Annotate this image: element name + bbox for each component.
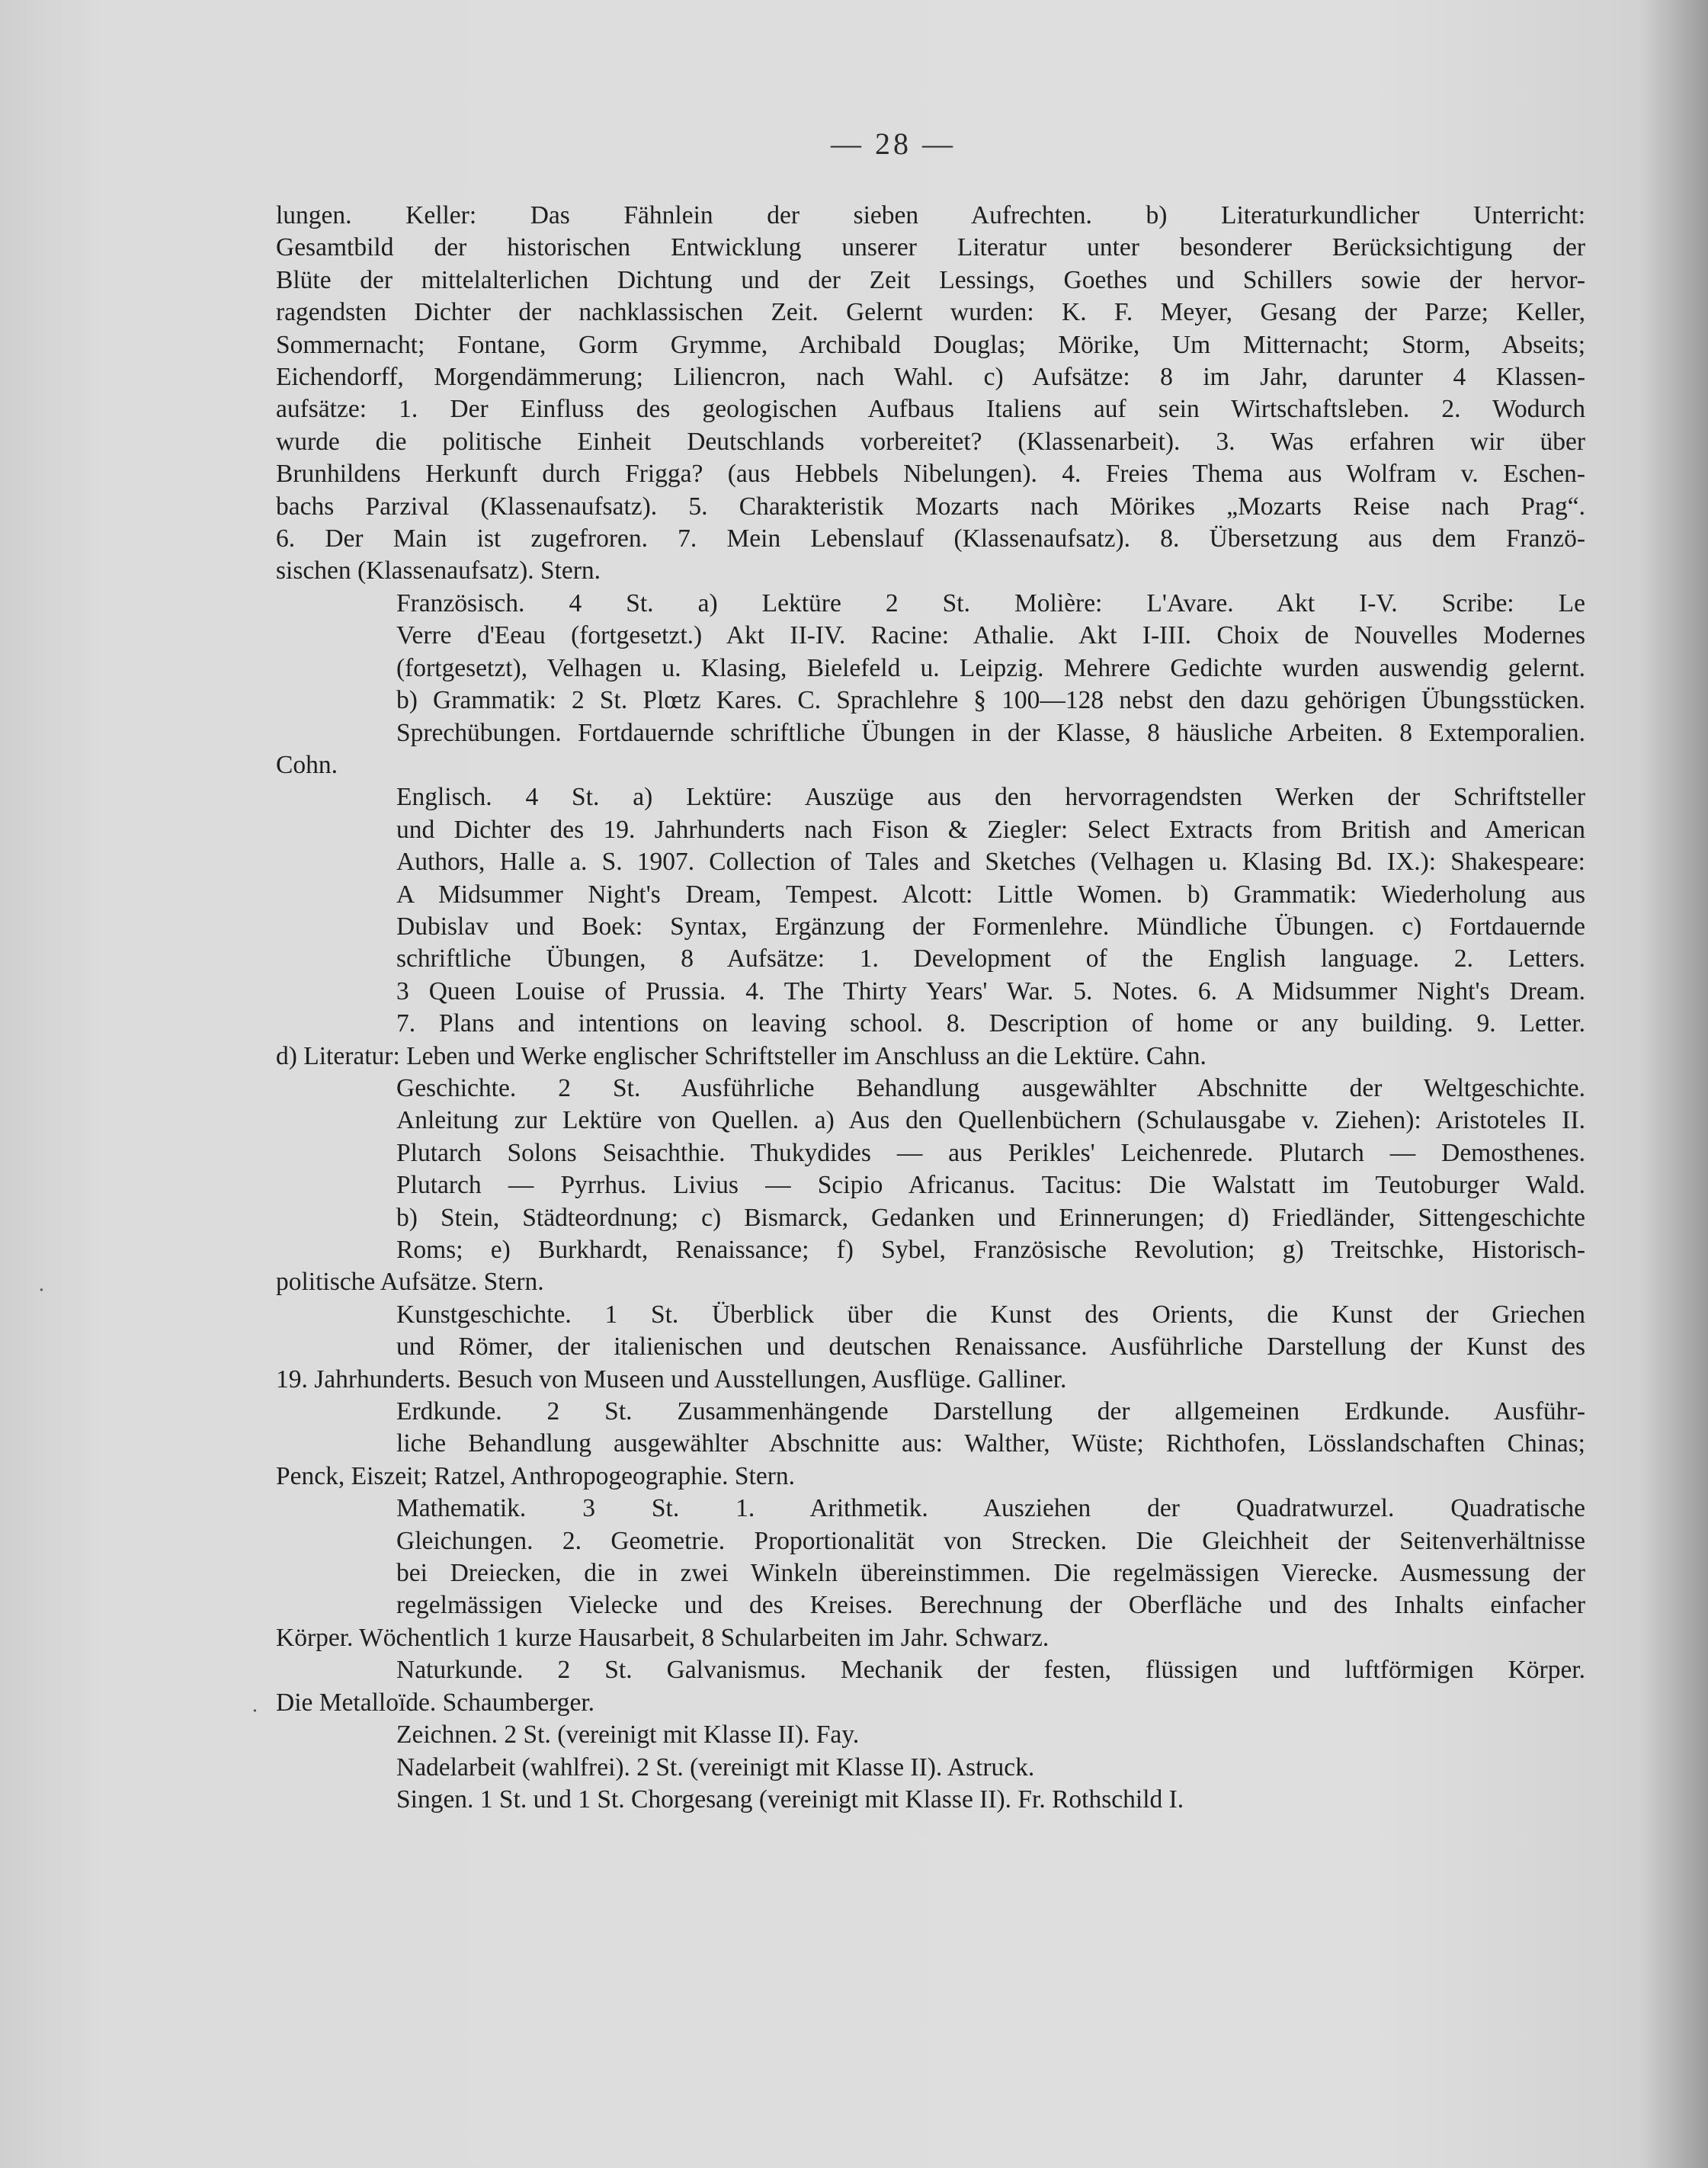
text-line: Cohn. xyxy=(276,750,338,779)
margin-speck: ⋅ xyxy=(252,1700,258,1722)
text-line: Plutarch — Pyrrhus. Livius — Scipio Africanus. Tacitus: Die Walstatt im Teutoburger Wald. xyxy=(396,1171,1585,1200)
paragraph-geschichte xyxy=(276,1073,1585,1299)
text-line: Blüte der mittelalterlichen Dichtung und der Zeit Lessings, Goethes und Schillers sowie der hervor- xyxy=(276,265,1585,294)
text-line: Singen. 1 St. und 1 St. Chorgesang (vereinigt mit Klasse II). Fr. Rothschild I. xyxy=(396,1785,1184,1814)
paragraph-naturkunde xyxy=(276,1654,1585,1719)
text-line: Zeichnen. 2 St. (vereinigt mit Klasse II). Fay. xyxy=(396,1721,860,1749)
text-line: Verre d'Eeau (fortgesetzt.) Akt II-IV. Racine: Athalie. Akt I-III. Choix de Nouvelles Modernes xyxy=(396,621,1585,650)
text-line: Penck, Eiszeit; Ratzel, Anthropogeographie. Stern. xyxy=(276,1461,795,1490)
text-line: Englisch. 4 St. a) Lektüre: Auszüge aus den hervorragendsten Werken der Schriftsteller xyxy=(396,783,1585,812)
text-line: Die Metalloïde. Schaumberger. xyxy=(276,1688,595,1717)
paragraph-mathematik xyxy=(276,1493,1585,1654)
text-line: Geschichte. 2 St. Ausführliche Behandlung ausgewählter Abschnitte der Weltgeschichte. xyxy=(396,1073,1585,1102)
paragraph-kunstgeschichte xyxy=(276,1299,1585,1396)
text-line: A Midsummer Night's Dream, Tempest. Alcott: Little Women. b) Grammatik: Wiederholung aus xyxy=(396,880,1585,909)
text-line: bei Dreiecken, die in zwei Winkeln übereinstimmen. Die regelmässigen Vierecke. Ausmessung der xyxy=(396,1559,1585,1588)
margin-speck: ⋅ xyxy=(38,1279,45,1301)
text-line: Eichendorff, Morgendämmerung; Liliencron, nach Wahl. c) Aufsätze: 8 im Jahr, darunter 4 Klassen- xyxy=(276,363,1585,392)
text-line: ragendsten Dichter der nachklassischen Zeit. Gelernt wurden: K. F. Meyer, Gesang der Parze; Keller, xyxy=(276,298,1585,327)
text-line: 3 Queen Louise of Prussia. 4. The Thirty Years' War. 5. Notes. 6. A Midsummer Night's Dream. xyxy=(396,977,1585,1005)
text-line: Erdkunde. 2 St. Zusammenhängende Darstellung der allgemeinen Erdkunde. Ausführ- xyxy=(396,1397,1585,1426)
paragraph-zeichnen xyxy=(276,1719,1585,1751)
text-line: und Dichter des 19. Jahrhunderts nach Fison & Ziegler: Select Extracts from British and American xyxy=(396,815,1585,844)
text-line: Mathematik. 3 St. 1. Arithmetik. Ausziehen der Quadratwurzel. Quadratische xyxy=(396,1494,1585,1523)
paragraph-erdkunde xyxy=(276,1396,1585,1493)
paragraph-nadelarbeit xyxy=(276,1752,1585,1784)
text-line: Nadelarbeit (wahlfrei). 2 St. (vereinigt mit Klasse II). Astruck. xyxy=(396,1753,1035,1782)
text-line: Sommernacht; Fontane, Gorm Grymme, Archibald Douglas; Mörike, Um Mitternacht; Storm, Abseits; xyxy=(276,330,1585,359)
text-line: sischen (Klassenaufsatz). Stern. xyxy=(276,556,601,585)
text-line: Roms; e) Burkhardt, Renaissance; f) Sybel, Französische Revolution; g) Treitschke, Historisch- xyxy=(396,1236,1585,1264)
text-line: Naturkunde. 2 St. Galvanismus. Mechanik der festen, flüssigen und luftförmigen Körper. xyxy=(396,1656,1585,1685)
text-line: liche Behandlung ausgewählter Abschnitte aus: Walther, Wüste; Richthofen, Lösslandschaften Chinas; xyxy=(396,1429,1585,1458)
text-line: Dubislav und Boek: Syntax, Ergänzung der Formenlehre. Mündliche Übungen. c) Fortdauernde xyxy=(396,912,1585,941)
text-line: Gleichungen. 2. Geometrie. Proportionalität von Strecken. Die Gleichheit der Seitenverhältnisse xyxy=(396,1526,1585,1555)
text-line: Körper. Wöchentlich 1 kurze Hausarbeit, 8 Schularbeiten im Jahr. Schwarz. xyxy=(276,1623,1049,1652)
text-line: Plutarch Solons Seisachthie. Thukydides — aus Perikles' Leichenrede. Plutarch — Demosthenes. xyxy=(396,1138,1585,1167)
text-line: politische Aufsätze. Stern. xyxy=(276,1268,544,1297)
text-line: wurde die politische Einheit Deutschlands vorbereitet? (Klassenarbeit). 3. Was erfahren wir über xyxy=(276,427,1585,456)
text-line: b) Grammatik: 2 St. Plœtz Kares. C. Sprachlehre § 100—128 nebst den dazu gehörigen Übungsstücken. xyxy=(396,686,1585,715)
text-line: und Römer, der italienischen und deutschen Renaissance. Ausführliche Darstellung der Kunst des xyxy=(396,1333,1585,1361)
text-line: Französisch. 4 St. a) Lektüre 2 St. Molière: L'Avare. Akt I-V. Scribe: Le xyxy=(396,589,1585,617)
text-line: aufsätze: 1. Der Einfluss des geologischen Aufbaus Italiens auf sein Wirtschaftsleben. 2. Wodurch xyxy=(276,395,1585,424)
page-number: — 28 — xyxy=(831,127,956,161)
text-line: Brunhildens Herkunft durch Frigga? (aus Hebbels Nibelungen). 4. Freies Thema aus Wolfram v. Eschen- xyxy=(276,460,1585,489)
text-line: schriftliche Übungen, 8 Aufsätze: 1. Development of the English language. 2. Letters. xyxy=(396,944,1585,973)
paragraph-franzoesisch xyxy=(276,588,1585,781)
text-line: 6. Der Main ist zugefroren. 7. Mein Lebenslauf (Klassenaufsatz). 8. Übersetzung aus dem Franzö- xyxy=(276,524,1585,553)
text-line: Kunstgeschichte. 1 St. Überblick über die Kunst des Orients, die Kunst der Griechen xyxy=(396,1300,1585,1329)
text-line: bachs Parzival (Klassenaufsatz). 5. Charakteristik Mozarts nach Mörikes „Mozarts Reise nach Prag“. xyxy=(276,492,1585,521)
text-line: lungen. Keller: Das Fähnlein der sieben Aufrechten. b) Literaturkundlicher Unterricht: xyxy=(276,201,1585,229)
paragraph-singen xyxy=(276,1784,1585,1816)
text-line: d) Literatur: Leben und Werke englischer Schriftsteller im Anschluss an die Lektüre. Cahn. xyxy=(276,1041,1206,1070)
text-line: 19. Jahrhunderts. Besuch von Museen und Ausstellungen, Ausflüge. Galliner. xyxy=(276,1365,1067,1393)
paragraph-englisch xyxy=(276,781,1585,1073)
text-line: Gesamtbild der historischen Entwicklung unserer Literatur unter besonderer Berücksichtigung der xyxy=(276,233,1585,262)
text-line: (fortgesetzt), Velhagen u. Klasing, Bielefeld u. Leipzig. Mehrere Gedichte wurden auswendig gelernt. xyxy=(396,653,1585,682)
text-line: Sprechübungen. Fortdauernde schriftliche Übungen in der Klasse, 8 häusliche Arbeiten. 8 Extemporalien. xyxy=(396,718,1585,747)
body-text xyxy=(276,200,1585,1816)
text-line: 7. Plans and intentions on leaving school. 8. Description of home or any building. 9. Letter. xyxy=(396,1009,1585,1038)
text-line: regelmässigen Vielecke und des Kreises. Berechnung der Oberfläche und des Inhalts einfacher xyxy=(396,1591,1585,1620)
paragraph-deutsch-continued xyxy=(276,200,1585,588)
text-line: Anleitung zur Lektüre von Quellen. a) Aus den Quellenbüchern (Schulausgabe v. Ziehen): Aristoteles II. xyxy=(396,1106,1585,1135)
text-line: b) Stein, Städteordnung; c) Bismarck, Gedanken und Erinnerungen; d) Friedländer, Sittengeschichte xyxy=(396,1203,1585,1232)
text-line: Authors, Halle a. S. 1907. Collection of Tales and Sketches (Velhagen u. Klasing Bd. IX.): Shakespeare: xyxy=(396,848,1585,877)
